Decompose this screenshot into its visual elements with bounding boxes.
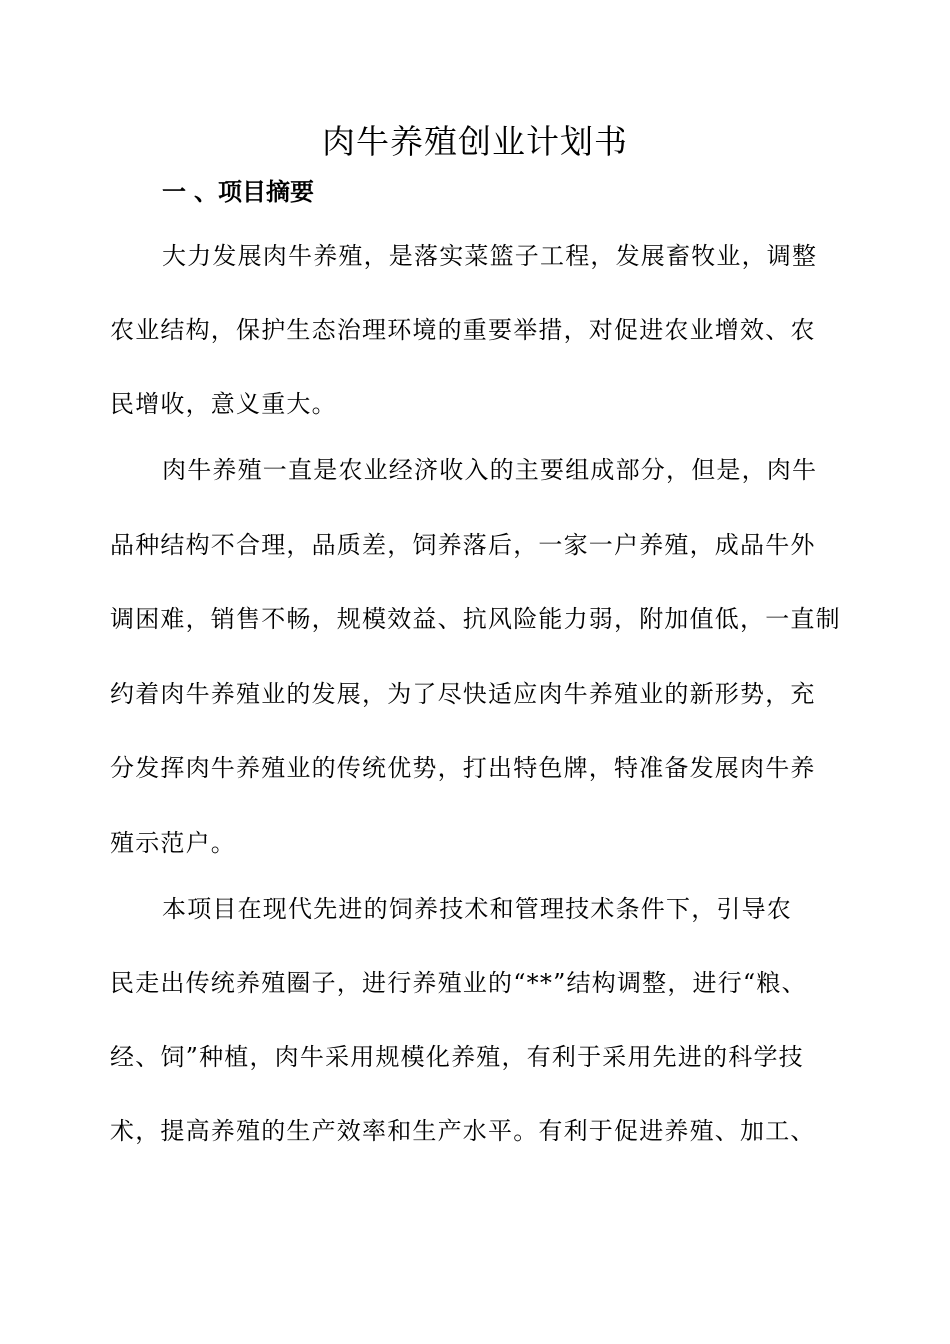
section-title: 、项目摘要 [194,178,314,206]
paragraph-line: 品种结构不合理，品质差，饲养落后，一家一户养殖，成品牛外 [110,531,816,559]
paragraph-line: 民增收，意义重大。 [110,390,337,418]
paragraph-line: 肉牛养殖一直是农业经济收入的主要组成部分，但是，肉牛 [162,456,818,484]
paragraph-line: 民走出传统养殖圈子，进行养殖业的“**”结构调整，进行“粮、 [110,969,807,997]
section-heading [162,174,314,210]
paragraph-line: 经、饲”种植，肉牛采用规模化养殖，有利于采用先进的科学技 [110,1043,804,1071]
paragraph-line: 殖示范户。 [110,829,236,857]
paragraph-line: 大力发展肉牛养殖，是落实菜篮子工程，发展畜牧业，调整 [162,242,818,270]
paragraph-line: 农业结构，保护生态治理环境的重要举措，对促进农业增效、农 [110,316,816,344]
paragraph-line: 本项目在现代先进的饲养技术和管理技术条件下，引导农 [162,895,792,923]
paragraph-line: 约着肉牛养殖业的发展，为了尽快适应肉牛养殖业的新形势，充 [110,680,816,708]
paragraph-line: 调困难，销售不畅，规模效益、抗风险能力弱，附加值低，一直制 [110,605,841,633]
document-title: 肉牛养殖创业计划书 [322,122,628,161]
paragraph-line: 术，提高养殖的生产效率和生产水平。有利于促进养殖、加工、 [110,1117,816,1145]
paragraph-line: 分发挥肉牛养殖业的传统优势，打出特色牌，特准备发展肉牛养 [110,754,816,782]
section-number: 一 [162,178,186,206]
